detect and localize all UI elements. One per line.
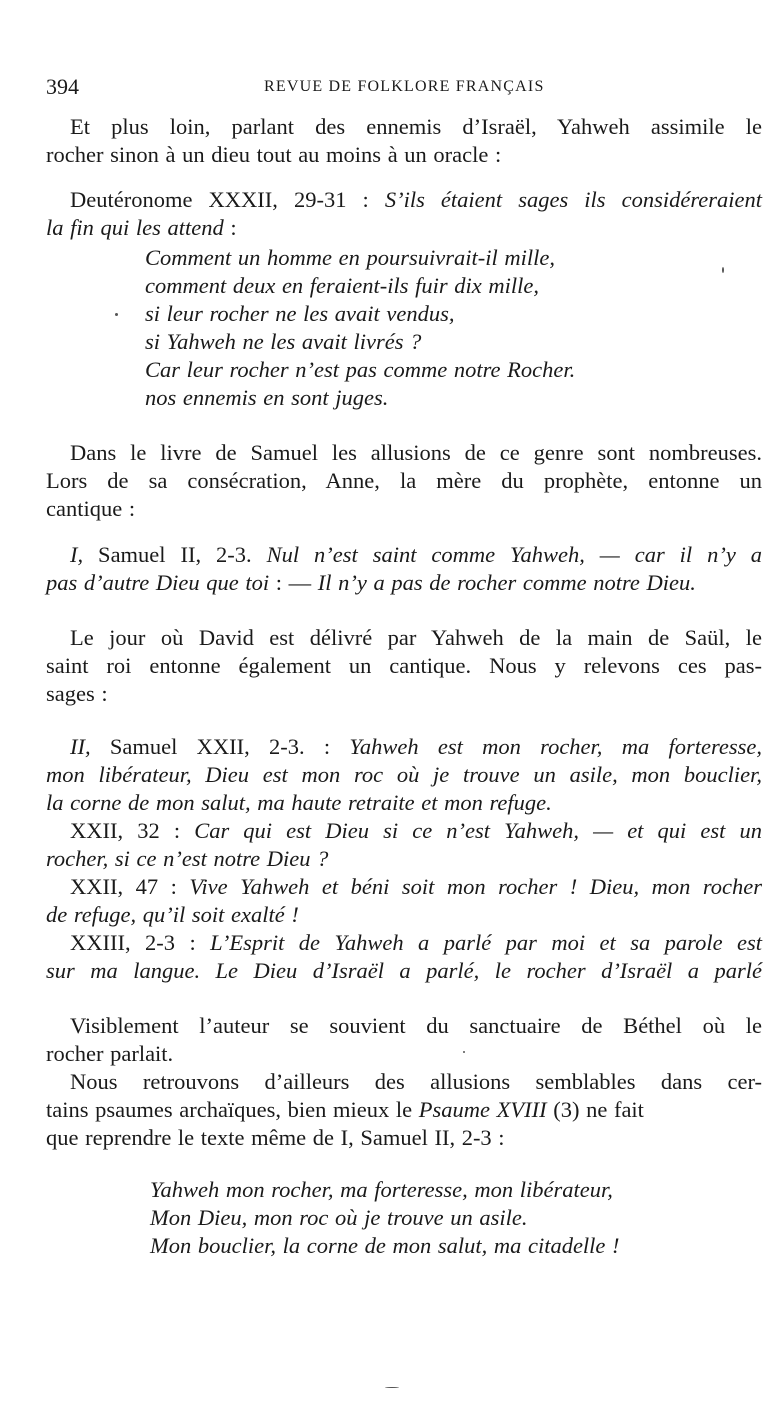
samuel-2-verse-23-line-2: sur ma langue. Le Dieu d’Israël a parlé, le rocher d’Israël a parlé: [46, 958, 762, 983]
deuteronomy-reference: Deutéronome XXXII, 29-31 :: [70, 187, 369, 212]
paragraph-1-line-1: Et plus loin, parlant des ennemis d’Israël, Yahweh assimile le: [70, 114, 762, 139]
deuteronomy-verse: si leur rocher ne les avait vendus,: [145, 301, 455, 326]
scan-speck: [463, 1051, 465, 1053]
psalm-verse: Mon bouclier, la corne de mon salut, ma citadelle !: [150, 1233, 620, 1258]
deuteronomy-verse: nos ennemis en sont juges.: [145, 385, 389, 410]
scan-speck: [722, 267, 724, 273]
deuteronomy-quote-2: la fin qui les attend: [46, 215, 224, 240]
psalm-verse: Yahweh mon rocher, ma forteresse, mon libérateur,: [150, 1177, 613, 1202]
paragraph-4-line-2: rocher parlait.: [46, 1041, 174, 1066]
paragraph-5-text-a: tains psaumes archaïques, bien mieux le: [46, 1097, 413, 1122]
deuteronomy-line-1: [70, 186, 762, 214]
running-head: REVUE DE FOLKLORE FRANÇAIS: [264, 78, 545, 95]
page-header: [46, 74, 766, 104]
samuel-2-verse-32-line-1: [70, 817, 762, 845]
verse-23-reference: XXIII, 2-3 :: [70, 930, 196, 955]
samuel-1-line-2: [46, 569, 696, 597]
samuel-2-line-2: mon libérateur, Dieu est mon roc où je trouve un asile, mon bouclier,: [46, 762, 762, 787]
paragraph-3-line-2: saint roi entonne également un cantique. Nous y relevons ces pas-: [46, 653, 762, 678]
verse-32-quote-1: Car qui est Dieu si ce n’est Yahweh, — et qui est un: [194, 818, 762, 843]
samuel-1-line-1: [70, 541, 762, 569]
paragraph-4-line-1: Visiblement l’auteur se souvient du sanctuaire de Béthel où le: [70, 1013, 762, 1038]
samuel-1-book-number: I,: [70, 542, 84, 567]
paragraph-5-text-b: (3) ne fait: [546, 1097, 644, 1122]
deuteronomy-quote-1: S’ils étaient sages ils considéreraient: [384, 187, 762, 212]
paragraph-5-line-2: [46, 1096, 644, 1124]
samuel-2-reference: Samuel XXII, 2-3. :: [90, 734, 331, 759]
paragraph-2-line-1: Dans le livre de Samuel les allusions de ce genre sont nombreuses.: [70, 440, 762, 465]
paragraph-3-line-3: sages :: [46, 681, 108, 706]
deuteronomy-colon: :: [223, 215, 237, 240]
scan-speck: [115, 313, 118, 316]
paragraph-1-line-2: rocher sinon à un dieu tout au moins à un oracle :: [46, 142, 502, 167]
deuteronomy-verse: Comment un homme en poursuivrait-il mille,: [145, 245, 555, 270]
scan-speck: [385, 1387, 399, 1388]
paragraph-3-line-1: Le jour où David est délivré par Yahweh de la main de Saül, le: [70, 625, 762, 650]
verse-47-quote-1: Vive Yahweh et béni soit mon rocher ! Dieu, mon rocher: [189, 874, 762, 899]
samuel-1-quote-2a: pas d’autre Dieu que toi: [46, 570, 270, 595]
samuel-1-quote-1: Nul n’est saint comme Yahweh, — car il n’y a: [266, 542, 762, 567]
paragraph-5-line-3: que reprendre le texte même de I, Samuel II, 2-3 :: [46, 1125, 505, 1150]
samuel-2-line-3: la corne de mon salut, ma haute retraite et mon refuge.: [46, 790, 552, 815]
samuel-2-quote-1: Yahweh est mon rocher, ma forteresse,: [349, 734, 762, 759]
paragraph-2-line-2: Lors de sa consécration, Anne, la mère du prophète, entonne un: [46, 468, 762, 493]
samuel-2-line-1: [70, 733, 762, 761]
deuteronomy-verse: si Yahweh ne les avait livrés ?: [145, 329, 422, 354]
verse-32-reference: XXII, 32 :: [70, 818, 181, 843]
samuel-2-book-number: II,: [70, 734, 91, 759]
paragraph-2-line-3: cantique :: [46, 496, 136, 521]
page-number: 394: [46, 74, 79, 99]
psalm-verse: Mon Dieu, mon roc où je trouve un asile.: [150, 1205, 528, 1230]
deuteronomy-verse: comment deux en feraient-ils fuir dix mille,: [145, 273, 540, 298]
verse-47-reference: XXII, 47 :: [70, 874, 177, 899]
samuel-2-verse-32-line-2: rocher, si ce n’est notre Dieu ?: [46, 846, 329, 871]
samuel-2-verse-47-line-2: de refuge, qu’il soit exalté !: [46, 902, 299, 927]
samuel-1-reference: Samuel II, 2-3.: [83, 542, 252, 567]
verse-23-quote-1: L’Esprit de Yahweh a parlé par moi et sa parole est: [210, 930, 762, 955]
samuel-2-verse-23-line-1: [70, 929, 762, 957]
psalm-reference: Psaume XVIII: [418, 1097, 547, 1122]
samuel-1-separator: : —: [269, 570, 318, 595]
samuel-2-verse-47-line-1: [70, 873, 762, 901]
deuteronomy-verse: Car leur rocher n’est pas comme notre Rocher.: [145, 357, 576, 382]
deuteronomy-line-2: [46, 214, 237, 242]
samuel-1-quote-2b: Il n’y a pas de rocher comme notre Dieu.: [317, 570, 696, 595]
paragraph-5-line-1: Nous retrouvons d’ailleurs des allusions semblables dans cer-: [70, 1069, 762, 1094]
